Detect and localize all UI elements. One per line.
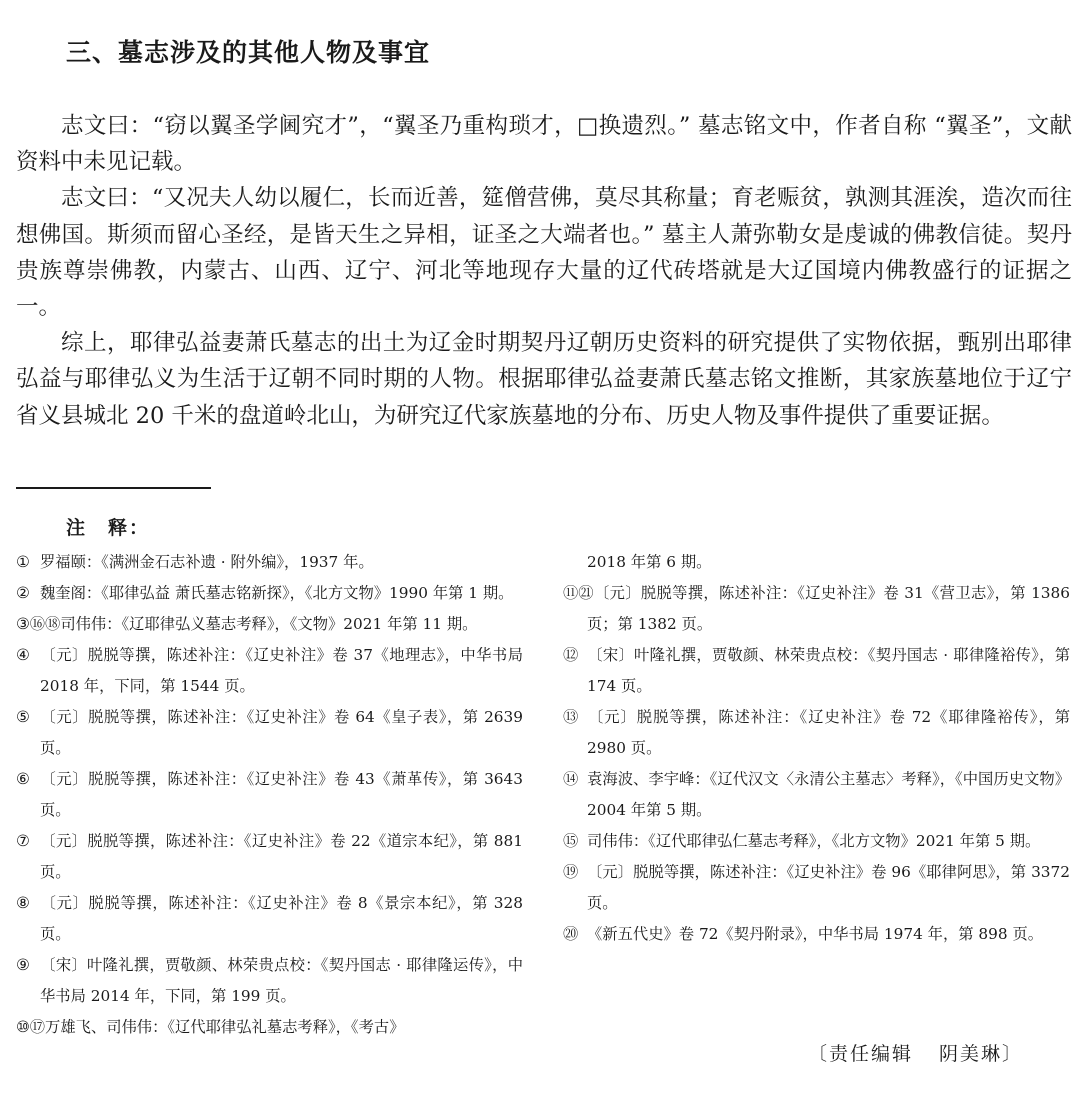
footnote-number: ⑥ [16,770,30,788]
footnote-text: 〔元〕脱脱等撰，陈述补注：《辽史补注》卷 22《道宗本纪》，第 881 页。 [40,832,523,881]
editor-label: 〔责任编辑 [808,1043,914,1065]
footnote-number: ⑨ [16,956,30,974]
notes-heading: 注 释： [66,517,151,539]
paragraph: 志文曰：“又况夫人幼以履仁，长而近善，筵僧营佛，莫尽其称量；育老赈贫，孰测其涯涘，造次而往想佛国。斯须而留心圣经，是皆天生之异相，证圣之大端者也。” 墓主人萧弥勒女是虔诚的佛教信徒。契丹贵族尊崇佛教，内蒙古、山西、辽宁、河北等地现存大量的辽代砖塔就是大辽国境内佛教盛行的证据之一。 [16,185,1072,321]
footnote [563,640,1070,702]
footnote [563,826,1070,857]
footnote [16,702,523,764]
paragraph: 综上，耶律弘益妻萧氏墓志的出土为辽金时期契丹辽朝历史资料的研究提供了实物依据，甄别出耶律弘益与耶律弘义为生活于辽朝不同时期的人物。根据耶律弘益妻萧氏墓志铭文推断，其家族墓地位于辽宁省义县城北 20 千米的盘道岭北山，为研究辽代家族墓地的分布、历史人物及事件提供了重要证据。 [16,330,1072,429]
footnote-text: 〔宋〕叶隆礼撰，贾敬颜、林荣贵点校：《契丹国志 · 耶律隆裕传》，第 174 页。 [587,646,1070,695]
footnote-number: ⑮ [563,832,579,850]
footnote-text: 〔元〕脱脱等撰，陈述补注：《辽史补注》卷 64《皇子表》，第 2639 页。 [40,708,523,757]
footnote-number: ⑤ [16,708,30,726]
footnote-number: ② [16,584,30,602]
responsible-editor [808,1039,1023,1066]
footnote-text: 万雄飞、司伟伟：《辽代耶律弘礼墓志考释》，《考古》 [45,1018,405,1036]
footnote [16,578,523,609]
footnote-number: ⑬ [563,708,579,726]
footnote [16,950,523,1012]
footnote-number: ③⑯⑱ [16,615,61,633]
footnote-number: ⑳ [563,925,579,943]
footnote-text: 〔元〕脱脱等撰，陈述补注：《辽史补注》卷 72《耶律隆裕传》，第 2980 页。 [587,708,1070,757]
footnote [563,764,1070,826]
footnote-text: 〔元〕脱脱等撰，陈述补注：《辽史补注》卷 96《耶律阿思》，第 3372 页。 [587,863,1070,912]
footnote-text: 〔元〕脱脱等撰，陈述补注：《辽史补注》卷 43《萧革传》，第 3643 页。 [40,770,523,819]
footnote-number: ⑪㉑ [563,584,594,602]
footnote [563,919,1070,950]
footnote-text: 司伟伟：《辽耶律弘义墓志考释》，《文物》2021 年第 11 期。 [60,615,478,633]
footnote [16,547,523,578]
footnote-text: 罗福颐：《满洲金石志补遗 · 附外编》，1937 年。 [40,553,374,571]
editor-name: 阴美琳〕 [939,1043,1024,1065]
footnote-number: ⑧ [16,894,30,912]
footnote-number: ⑦ [16,832,30,850]
footnote-number: ⑲ [563,863,579,881]
footnote [16,609,523,640]
footnote [563,857,1070,919]
footnote-text: 《新五代史》卷 72《契丹附录》，中华书局 1974 年，第 898 页。 [587,925,1044,943]
footnote [563,578,1070,640]
footnote [563,702,1070,764]
footnote [16,826,523,888]
paragraph: 志文曰：“窃以翼圣学阃究才”，“翼圣乃重构琐才，□换遗烈。” 墓志铭文中，作者自称 “翼圣”，文献资料中未见记载。 [16,113,1072,176]
footnote [16,888,523,950]
notes-left-column [16,547,523,1043]
footnote-continuation: 2018 年第 6 期。 [587,553,712,571]
footnote [16,1012,523,1043]
footnote-text: 〔元〕脱脱等撰，陈述补注：《辽史补注》卷 31《营卫志》，第 1386 页；第 1382 页。 [587,584,1070,633]
footnote [16,764,523,826]
footnote-text: 袁海波、李宇峰：《辽代汉文〈永清公主墓志〉考释》，《中国历史文物》2004 年第 5 期。 [587,770,1070,819]
footnote-text: 〔元〕脱脱等撰，陈述补注：《辽史补注》卷 8《景宗本纪》，第 328 页。 [40,894,523,943]
footnote-text: 〔宋〕叶隆礼撰，贾敬颜、林荣贵点校：《契丹国志 · 耶律隆运传》，中华书局 2014 年，下同，第 199 页。 [40,956,523,1005]
footnote-number: ① [16,553,30,571]
footnote-number: ⑫ [563,646,579,664]
footnote-text: 〔元〕脱脱等撰，陈述补注：《辽史补注》卷 37《地理志》，中华书局 2018 年，下同，第 1544 页。 [40,646,523,695]
section-title: 三、墓志涉及的其他人物及事宜 [66,38,431,67]
footnote-text: 魏奎阁：《耶律弘益 萧氏墓志铭新探》，《北方文物》1990 年第 1 期。 [40,584,514,602]
body-text [16,108,1072,434]
footnote-text: 司伟伟：《辽代耶律弘仁墓志考释》，《北方文物》2021 年第 5 期。 [587,832,1041,850]
footnote-divider [16,487,211,489]
footnote [16,640,523,702]
footnote-number: ⑭ [563,770,579,788]
footnote-number: ④ [16,646,30,664]
footnote-number: ⑩⑰ [16,1018,46,1036]
notes-right-column [563,547,1070,950]
